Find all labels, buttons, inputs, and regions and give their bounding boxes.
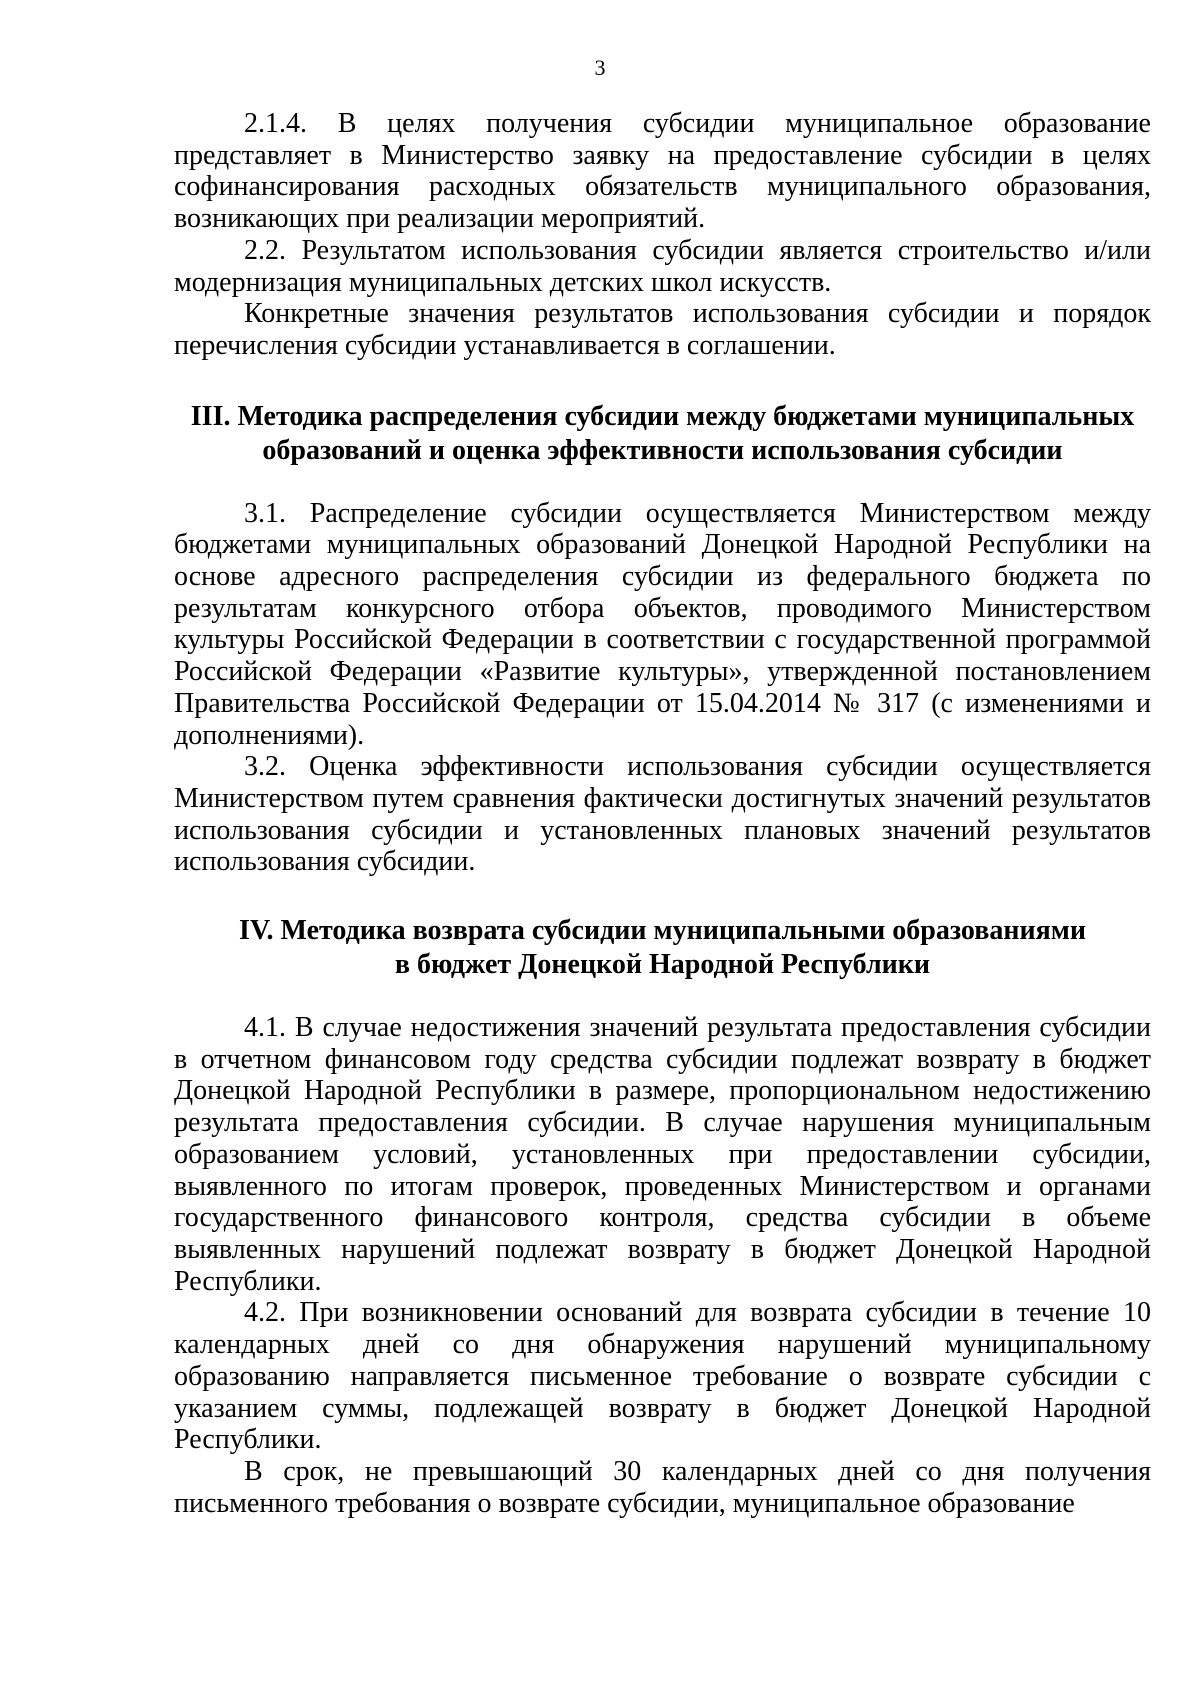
document-body (174, 108, 1151, 1519)
section-4-heading (174, 914, 1151, 982)
paragraph-2-1-4: 2.1.4. В целях получения субсидии муниципальное образование представляет в Министерство заявку на предоставление субсидии в целях софинансирования расходных обязательств муниципального образования, возникающих при реализации мероприятий. (174, 108, 1151, 235)
section-4-heading-line-1: IV. Методика возврата субсидии муниципальными образованиями (239, 915, 1086, 947)
paragraph-4-2: 4.2. При возникновении оснований для возврата субсидии в течение 10 календарных дней со дня обнаружения нарушений муниципальному образованию направляется письменное требование о возврате субсидии с указанием суммы, подлежащей возврату в бюджет Донецкой Народной Республики. (174, 1297, 1151, 1456)
paragraph-4-1: 4.1. В случае недостижения значений результата предоставления субсидии в отчетном финансовом году средства субсидии подлежат возврату в бюджет Донецкой Народной Республики в размере, пропорциональном недостижению результата предоставления субсидии. В случае нарушения муниципальным образованием условий, установленных при предоставлении субсидии, выявленного по итогам проверок, проведенных Министерством и органами государственного финансового контроля, средства субсидии в объеме выявленных нарушений подлежат возврату в бюджет Донецкой Народной Республики. (174, 1012, 1151, 1297)
section-4-heading-line-2: в бюджет Донецкой Народной Республики (394, 949, 931, 981)
page-number: 3 (594, 55, 606, 80)
section-3-heading-line-2: образований и оценка эффективности использования субсидии (262, 434, 1063, 466)
paragraph-3-1: 3.1. Распределение субсидии осуществляется Министерством между бюджетами муниципальных образований Донецкой Народной Республики на основе адресного распределения субсидии из федерального бюджета по результатам конкурсного отбора объектов, проводимого Министерством культуры Российской Федерации в соответствии с государственной программой Российской Федерации «Развитие культуры», утвержденной постановлением Правительства Российской Федерации от 15.04.2014 № 317 (с изменениями и дополнениями). (174, 497, 1151, 751)
paragraph-3-2: 3.2. Оценка эффективности использования субсидии осуществляется Министерством путем сравнения фактически достигнутых значений результатов использования субсидии и установленных плановых значений результатов использования субсидии. (174, 751, 1151, 878)
paragraph-4-2-deadline: В срок, не превышающий 30 календарных дней со дня получения письменного требования о возврате субсидии, муниципальное образование (174, 1455, 1151, 1519)
paragraph-2-2-values: Конкретные значения результатов использования субсидии и порядок перечисления субсидии устанавливается в соглашении. (174, 298, 1151, 361)
section-3-heading (174, 400, 1151, 468)
paragraph-2-2: 2.2. Результатом использования субсидии является строительство и/или модернизация муниципальных детских школ искусств. (174, 234, 1151, 298)
section-3-heading-line-1: III. Методика распределения субсидии между бюджетами муниципальных (190, 400, 1135, 432)
